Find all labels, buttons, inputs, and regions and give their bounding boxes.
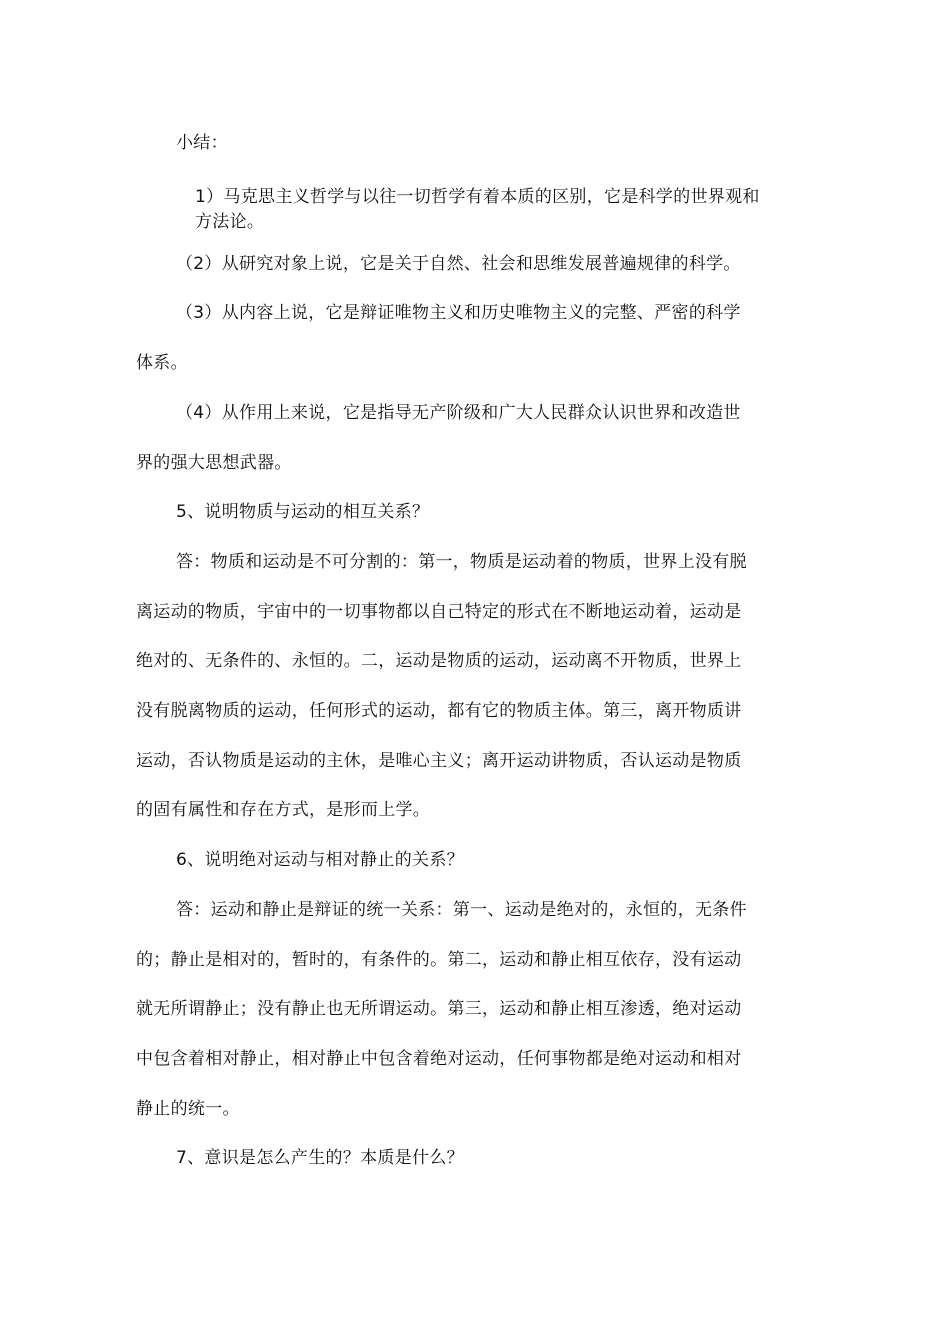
q6-answer-line: 就无所谓静止；没有静止也无所谓运动。第三，运动和静止相互渗透，绝对运动 xyxy=(136,999,742,1019)
summary-point-3-line-1: （3）从内容上说，它是辩证唯物主义和历史唯物主义的完整、严密的科学 xyxy=(176,303,741,323)
summary-point-1-line-1: 1）马克思主义哲学与以往一切哲学有着本质的区别，它是科学的世界观和 xyxy=(195,187,760,207)
summary-point-4-line-2: 界的强大思想武器。 xyxy=(136,453,292,473)
q5-answer-line: 绝对的、无条件的、永恒的。二，运动是物质的运动，运动离不开物质，世界上 xyxy=(136,651,742,671)
q5-answer-line: 答：物质和运动是不可分割的：第一，物质是运动着的物质，世界上没有脱 xyxy=(176,552,747,572)
q6-answer-line: 的；静止是相对的，暂时的，有条件的。第二，运动和静止相互依存，没有运动 xyxy=(136,950,742,970)
summary-point-4-line-1: （4）从作用上来说，它是指导无产阶级和广大人民群众认识世界和改造世 xyxy=(176,403,741,423)
question-5: 5、说明物质与运动的相互关系？ xyxy=(176,502,430,522)
q5-answer-line: 没有脱离物质的运动，任何形式的运动，都有它的物质主体。第三，离开物质讲 xyxy=(136,701,742,721)
q5-answer-line: 运动，否认物质是运动的主休，是唯心主义；离开运动讲物质，否认运动是物质 xyxy=(136,751,742,771)
summary-point-1-line-2: 方法论。 xyxy=(195,212,265,232)
question-6: 6、说明绝对运动与相对静止的关系？ xyxy=(176,850,464,870)
question-7: 7、意识是怎么产生的？本质是什么？ xyxy=(176,1148,464,1168)
q6-answer-line: 中包含着相对静止，相对静止中包含着绝对运动，任何事物都是绝对运动和相对 xyxy=(136,1049,742,1069)
summary-point-3-line-2: 体系。 xyxy=(136,353,188,373)
q5-answer-line: 的固有属性和存在方式，是形而上学。 xyxy=(136,800,431,820)
q6-answer-line: 答：运动和静止是辩证的统一关系：第一、运动是绝对的，永恒的，无条件 xyxy=(176,900,747,920)
summary-point-2: （2）从研究对象上说，它是关于自然、社会和思维发展普遍规律的科学。 xyxy=(176,254,741,274)
q6-answer-line: 静止的统一。 xyxy=(136,1099,240,1119)
summary-heading: 小结： xyxy=(176,133,228,153)
q5-answer-line: 离运动的物质，宇宙中的一切事物都以自己特定的形式在不断地运动着，运动是 xyxy=(136,602,742,622)
